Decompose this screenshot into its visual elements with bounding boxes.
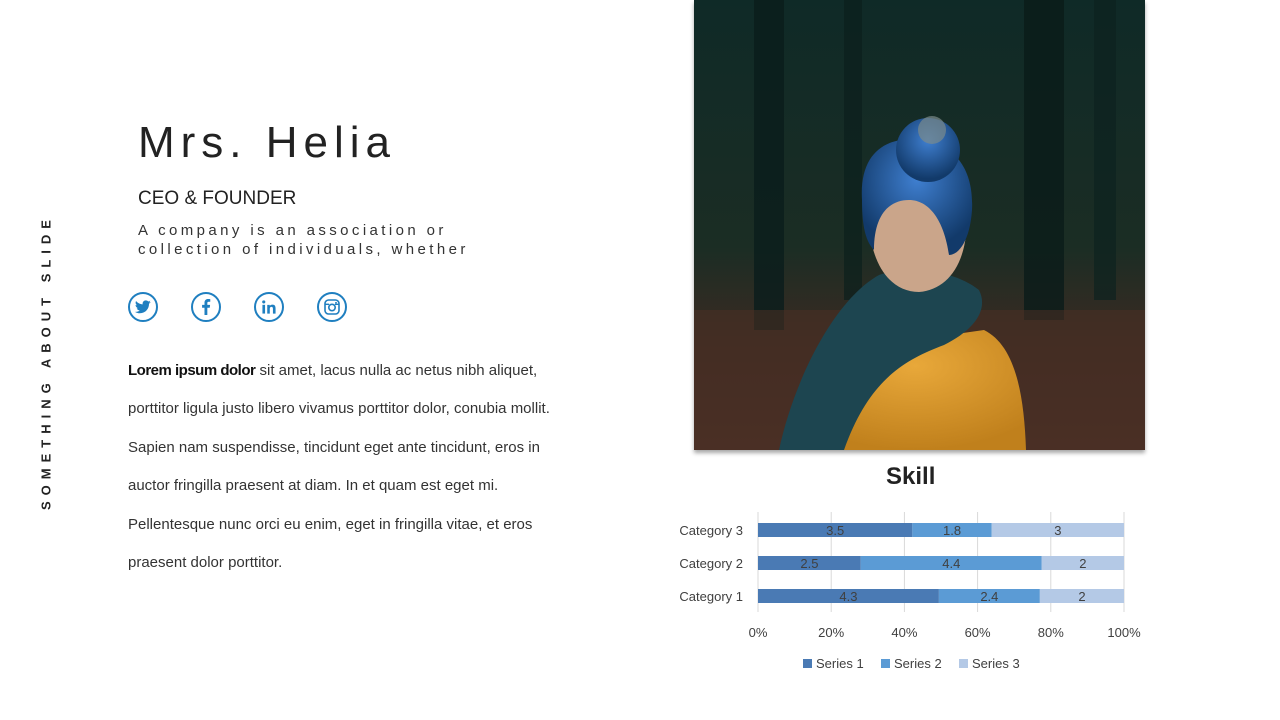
category-label: Category 1 (679, 589, 743, 604)
legend-swatch (959, 659, 968, 668)
side-label: SOMETHING ABOUT SLIDE (38, 214, 54, 510)
data-label: 3.5 (826, 523, 845, 538)
chart-title: Skill (886, 463, 936, 490)
legend-label: Series 2 (894, 656, 942, 671)
legend-swatch (881, 659, 890, 668)
tagline-line-2: collection of individuals, whether (138, 241, 469, 258)
data-label: 3 (1054, 523, 1062, 538)
data-label: 4.3 (839, 589, 858, 604)
body-text: sit amet, lacus nulla ac netus nibh aliquet, porttitor ligula justo libero vivamus porttitor dolor, conubia mollit. Sapien nam suspendisse, tincidunt eget ante tincidunt, eros in auctor fringilla praesent at diam. In et quam est eget mi. Pellentesque nunc orci eu enim, eget in fringilla vitae, et eros praesent dolor porttitor. (128, 362, 550, 572)
x-tick-label: 40% (891, 625, 918, 640)
data-label: 2.5 (800, 556, 819, 571)
tagline-line-1: A company is an association or (138, 222, 447, 239)
x-tick-label: 100% (1107, 625, 1141, 640)
category-label: Category 3 (679, 523, 743, 538)
profile-role: CEO & FOUNDER (138, 188, 297, 209)
legend-label: Series 3 (972, 656, 1020, 671)
body-bold-lead: Lorem ipsum dolor (128, 362, 256, 379)
data-label: 4.4 (942, 556, 961, 571)
legend-swatch (803, 659, 812, 668)
legend-label: Series 1 (816, 656, 864, 671)
data-label: 2 (1079, 556, 1087, 571)
x-tick-label: 60% (964, 625, 991, 640)
profile-name: Mrs. Helia (138, 118, 397, 167)
data-label: 2 (1078, 589, 1086, 604)
x-tick-label: 80% (1037, 625, 1064, 640)
category-label: Category 2 (679, 556, 743, 571)
x-tick-label: 20% (818, 625, 845, 640)
data-label: 1.8 (942, 523, 962, 538)
data-label: 2.4 (980, 589, 999, 604)
x-tick-label: 0% (748, 625, 768, 640)
